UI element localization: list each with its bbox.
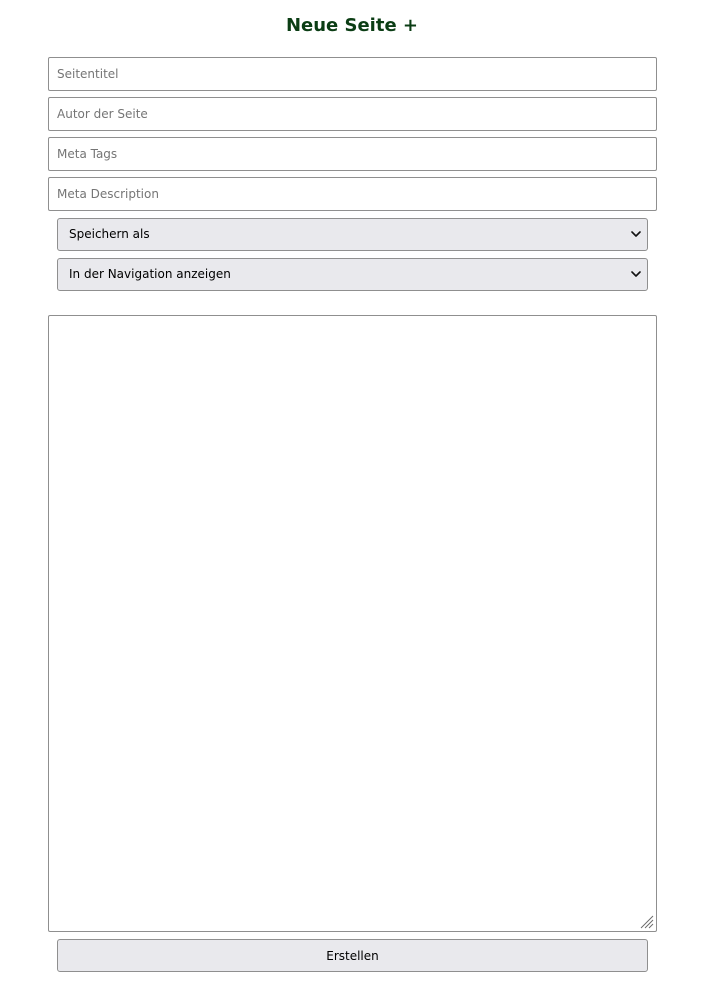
save-as-select[interactable]	[57, 218, 648, 251]
chevron-down-icon	[631, 270, 641, 278]
save-as-select-value: Speichern als	[69, 227, 150, 241]
navigation-select-value: In der Navigation anzeigen	[69, 267, 231, 281]
page-title-input[interactable]	[48, 57, 657, 91]
meta-description-input[interactable]	[48, 177, 657, 211]
resize-handle-icon[interactable]	[640, 915, 654, 929]
navigation-select[interactable]	[57, 258, 648, 291]
create-button[interactable]: Erstellen	[57, 939, 648, 972]
page-title: Neue Seite +	[285, 15, 419, 36]
page-content-textarea[interactable]	[48, 315, 657, 932]
page-author-input[interactable]	[48, 97, 657, 131]
chevron-down-icon	[631, 230, 641, 238]
meta-tags-input[interactable]	[48, 137, 657, 171]
